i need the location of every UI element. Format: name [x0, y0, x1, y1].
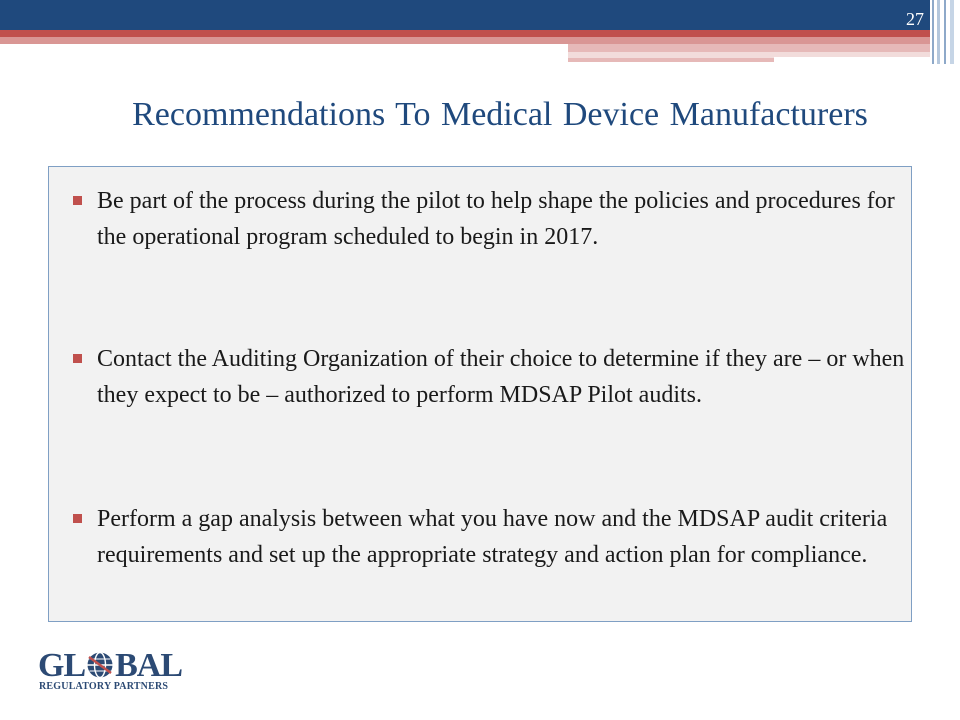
header-stripe — [568, 44, 930, 52]
header-stripe — [568, 58, 774, 62]
company-logo — [38, 647, 188, 695]
slide-title: Recommendations To Medical Device Manufacturers — [132, 96, 868, 133]
square-bullet-icon — [73, 514, 82, 523]
logo-text-right: BAL — [115, 647, 183, 684]
bullet-text: Contact the Auditing Organization of their choice to determine if they are – or when they expect to be – authorized to perform MDSAP Pilot audits. — [97, 346, 905, 408]
content-box — [48, 166, 912, 622]
logo-text-left: GL — [38, 647, 86, 684]
square-bullet-icon — [73, 196, 82, 205]
globe-icon — [86, 651, 114, 679]
slide-number: 27 — [906, 9, 924, 29]
square-bullet-icon — [73, 354, 82, 363]
bullet-text: Be part of the process during the pilot to help shape the policies and procedures for the operational program scheduled to begin in 2017. — [97, 188, 895, 250]
header-stripe — [0, 30, 930, 37]
bullet-item — [97, 183, 907, 255]
header-vertical-line — [937, 0, 940, 64]
logo-tagline: REGULATORY PARTNERS — [39, 681, 169, 692]
header-stripe-gap — [774, 57, 930, 62]
header-vertical-line — [932, 0, 934, 64]
header-vertical-line — [944, 0, 946, 64]
bullet-item — [97, 501, 907, 573]
logo-wordmark — [38, 647, 183, 684]
header-stripe — [0, 37, 930, 44]
bullet-text: Perform a gap analysis between what you have now and the MDSAP audit criteria requirements and set up the appropriate strategy and action plan for compliance. — [97, 506, 888, 568]
header-vertical-line — [950, 0, 954, 64]
header-bar — [0, 0, 930, 30]
bullet-item — [97, 341, 907, 413]
